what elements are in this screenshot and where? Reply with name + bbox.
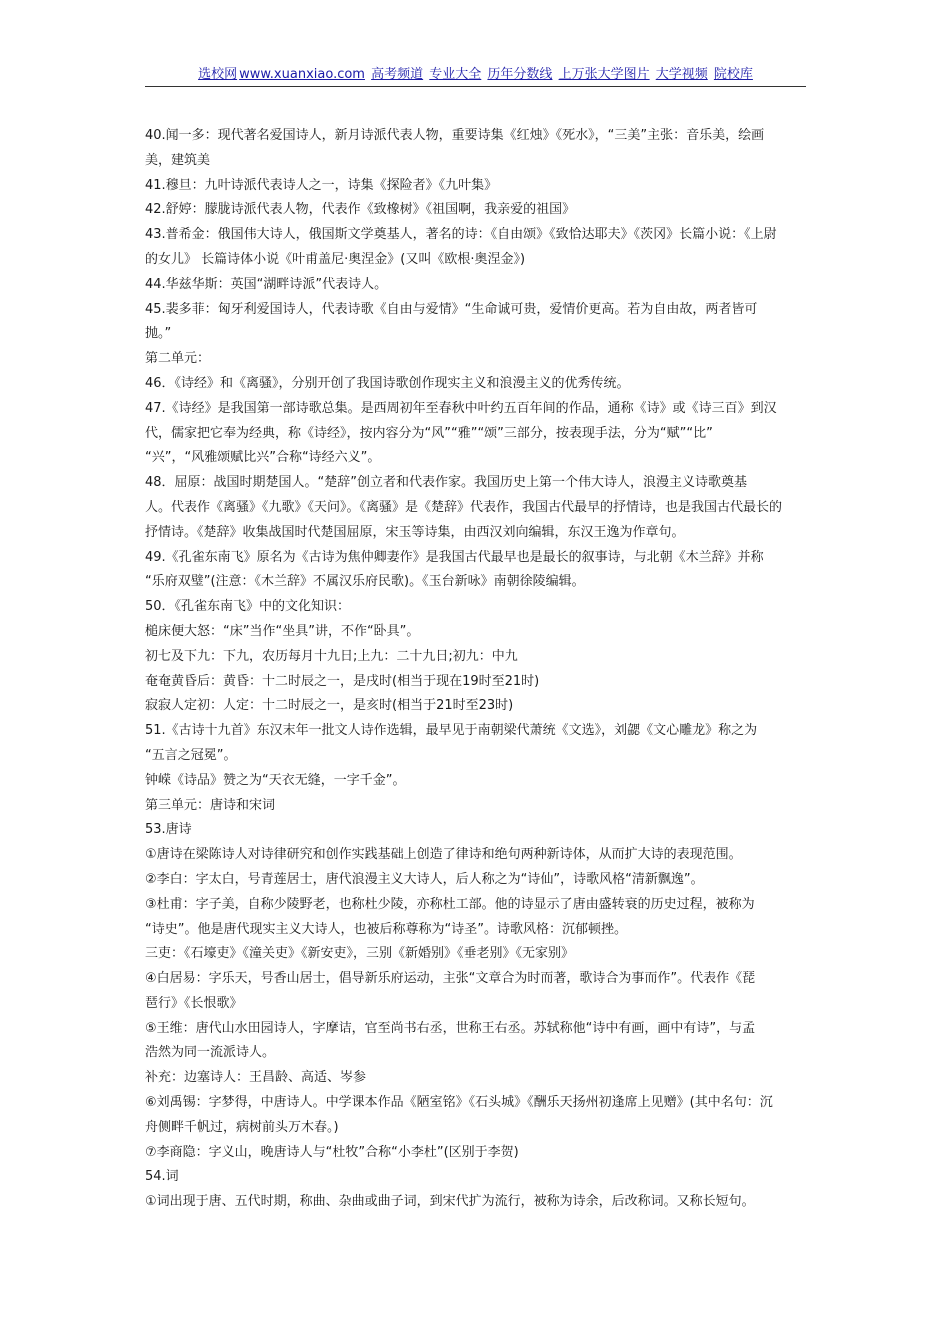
header-link-scores[interactable]: 历年分数线 <box>487 67 553 82</box>
text-line: 舟侧畔千帆过，病树前头万木春。) <box>145 1119 339 1135</box>
text-line: 40.闻一多：现代著名爱国诗人，新月诗派代表人物，重要诗集《红烛》《死水》，“三美”主张：音乐美，绘画 <box>145 128 765 143</box>
text-line: 代，儒家把它奉为经典，称《诗经》，按内容分为“风”“雅”“颂”三部分，按表现手法，分为“赋”“比” <box>145 425 713 441</box>
text-line: ②李白：字太白，号青莲居士，唐代浪漫主义大诗人，后人称之为“诗仙”，诗歌风格“清新飘逸”。 <box>145 871 704 887</box>
text-line: “兴”，“风雅颂赋比兴”合称“诗经六义”。 <box>145 450 381 466</box>
text-line: 浩然为同一流派诗人。 <box>145 1045 276 1061</box>
text-line: 50．《孔雀东南飞》中的文化知识： <box>145 599 351 615</box>
text-line: ⑦李商隐：字义山，晚唐诗人与“杜牧”合称“小李杜”(区别于李贺) <box>145 1144 519 1160</box>
header-link-site-url[interactable]: www.xuanxiao.com <box>239 67 365 82</box>
text-line: 43.普希金：俄国伟大诗人，俄国斯文学奠基人，著名的诗：《自由颂》《致恰达耶夫》《茨冈》长篇小说：《上尉 <box>145 227 777 243</box>
text-line: “乐府双璧”(注意：《木兰辞》不属汉乐府民歌)。《玉台新咏》南朝徐陵编辑。 <box>145 574 585 590</box>
header-link-videos[interactable]: 大学视频 <box>655 67 708 82</box>
text-line: “五言之冠冕”。 <box>145 747 237 763</box>
text-line: 三吏：《石壕吏》《潼关吏》《新安吏》，三别《新婚别》《垂老别》《无家别》 <box>145 946 575 962</box>
text-line: 琶行》《长恨歌》 <box>145 995 243 1011</box>
text-line: “诗史”。他是唐代现实主义大诗人，也被后称尊称为“诗圣”。诗歌风格：沉郁顿挫。 <box>145 921 627 937</box>
header-link-majors[interactable]: 专业大全 <box>429 67 482 82</box>
text-line: 42.舒婷：朦胧诗派代表人物，代表作《致橡树》《祖国啊，我亲爱的祖国》 <box>145 202 576 218</box>
text-line: 45.裴多菲：匈牙利爱国诗人，代表诗歌《自由与爱情》“生命诚可贵，爱情价更高。若为自由故，两者皆可 <box>145 301 758 317</box>
text-line: ③杜甫：字子美，自称少陵野老，也称杜少陵，亦称杜工部。他的诗显示了唐由盛转衰的历史过程，被称为 <box>145 896 755 912</box>
text-line: 47.《诗经》是我国第一部诗歌总集。是西周初年至春秋中叶约五百年间的作品，通称《诗》或《诗三百》到汉 <box>145 400 777 416</box>
text-line: 美，建筑美 <box>145 152 211 168</box>
text-line: 的女儿》 长篇诗体小说《叶甫盖尼·奥涅金》(又叫《欧根·奥涅金》) <box>145 251 526 267</box>
section-heading: 第二单元： <box>145 351 211 367</box>
text-line: 人。代表作《离骚》《九歌》《天问》。《离骚》是《楚辞》代表作，我国古代最早的抒情诗，也是我国古代最长的 <box>145 499 783 515</box>
text-line: 46．《诗经》和《离骚》，分别开创了我国诗歌创作现实主义和浪漫主义的优秀传统。 <box>145 375 630 391</box>
section-heading: 第三单元：唐诗和宋词 <box>145 797 276 813</box>
text-line: 49.《孔雀东南飞》原名为《古诗为焦仲卿妻作》是我国古代最早也是最长的叙事诗，与北朝《木兰辞》并称 <box>145 549 764 565</box>
text-line: 54.词 <box>145 1169 179 1185</box>
header-link-colleges[interactable]: 院校库 <box>713 67 753 82</box>
text-line: 槌床便大怒：“床”当作“坐具”讲，不作“卧具”。 <box>145 623 420 639</box>
header-link-photos[interactable]: 上万张大学图片 <box>558 67 650 82</box>
text-line: 钟嵘《诗品》赞之为“天衣无缝，一字千金”。 <box>145 772 406 788</box>
text-line: ⑤王维：唐代山水田园诗人，字摩诘，官至尚书右丞，世称王右丞。苏轼称他“诗中有画，画中有诗”，与孟 <box>145 1020 756 1036</box>
text-line: 抛。” <box>145 326 172 342</box>
text-line: 53.唐诗 <box>145 822 192 838</box>
header-link-gaokao[interactable]: 高考频道 <box>371 67 424 82</box>
text-line: ④白居易：字乐天，号香山居士，倡导新乐府运动，主张“文章合为时而著，歌诗合为事而作”。代表作《琵 <box>145 971 756 987</box>
document-body <box>145 124 807 1215</box>
text-line: ⑥刘禹锡：字梦得，中唐诗人。中学课本作品《陋室铭》《石头城》《酬乐天扬州初逢席上见赠》(其中名句：沉 <box>145 1095 773 1111</box>
text-line: ①唐诗在梁陈诗人对诗律研究和创作实践基础上创造了律诗和绝句两种新诗体，从而扩大诗的表现范围。 <box>145 847 742 863</box>
text-line: 抒情诗。《楚辞》收集战国时代楚国屈原，宋玉等诗集，由西汉刘向编辑，东汉王逸为作章句。 <box>145 524 685 540</box>
text-line: 寂寂人定初：人定：十二时辰之一，是亥时(相当于21时至23时) <box>145 698 514 714</box>
text-line: 48．屈原：战国时期楚国人。“楚辞”创立者和代表作家。我国历史上第一个伟大诗人，浪漫主义诗歌奠基 <box>145 475 748 491</box>
site-header <box>145 66 806 87</box>
text-line: 44.华兹华斯：英国“湖畔诗派”代表诗人。 <box>145 276 388 292</box>
text-line: ①词出现于唐、五代时期，称曲、杂曲或曲子词，到宋代扩为流行，被称为诗余，后改称词。又称长短句。 <box>145 1194 755 1210</box>
text-line: 41.穆旦：九叶诗派代表诗人之一，诗集《探险者》《九叶集》 <box>145 177 498 193</box>
text-line: 初七及下九：下九，农历每月十九日;上九：二十九日;初九：中九 <box>145 648 518 664</box>
text-line: 奄奄黄昏后：黄昏：十二时辰之一，是戌时(相当于现在19时至21时) <box>145 673 540 689</box>
text-line: 51.《古诗十九首》东汉末年一批文人诗作选辑，最早见于南朝梁代萧统《文选》，刘勰《文心雕龙》称之为 <box>145 723 758 739</box>
text-line: 补充：边塞诗人：王昌龄、高适、岑参 <box>145 1070 367 1086</box>
header-link-xuanxiao[interactable]: 选校网 <box>198 67 238 82</box>
